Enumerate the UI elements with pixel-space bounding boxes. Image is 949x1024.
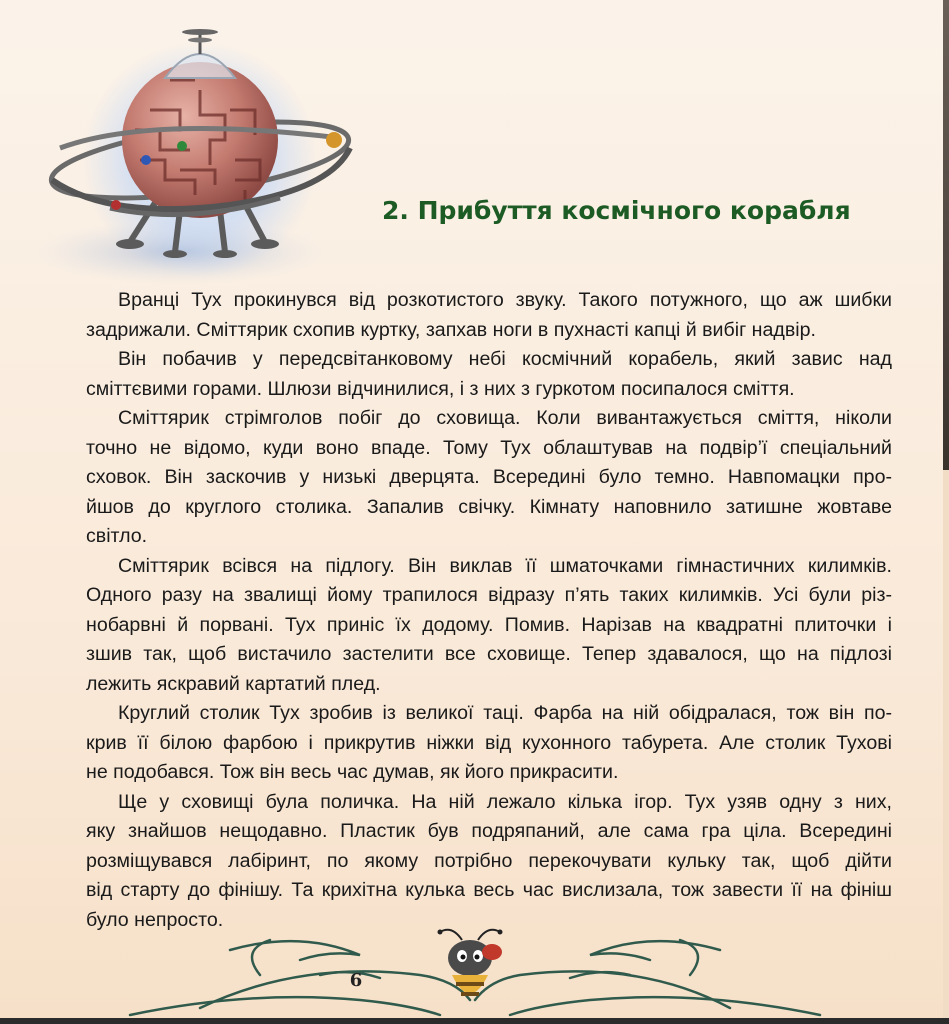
text-line: Сміттярик всівся на підлогу. Він виклав її шматочками гімнастичних килимків. [118, 554, 892, 577]
bottom-bar [0, 1018, 949, 1024]
bee-ornament-icon [0, 920, 949, 1024]
text-line: Вранці Тух прокинувся від розкотистого звуку. Такого потужного, що аж шибки [118, 289, 892, 311]
text-line: від старту до фінішу. Та крихітна кулька весь час вислизала, тож завести її на фініш [86, 879, 892, 901]
text-line: нобарвні й порвані. Тух приніс їх додому. Помив. Нарізав на квадратні плиточки і [86, 613, 892, 636]
text-line: Ще у сховищі була поличка. На ній лежало кілька ігор. Тух узяв одну з них, [118, 790, 892, 813]
text-line: лежить яскравий картатий плед. [86, 672, 381, 695]
text-line: Одного разу на звалищі йому трапилося відразу п’ять таких килимків. Усі були різ- [86, 584, 892, 606]
text-line: світло. [86, 525, 148, 547]
text-line: Круглий столик Тух зробив із великої таці. Фарба на ній обідралася, тож він по- [118, 702, 892, 724]
body-text [86, 286, 892, 935]
text-line: йшов до круглого столика. Запалив свічку. Кімнату наповнило затишне жовтаве [86, 495, 892, 518]
text-line: розміщувався лабіринт, по якому потрібно перекочувати кульку так, щоб дійти [86, 849, 892, 872]
chapter-title: 2. Прибуття космічного корабля [382, 196, 851, 225]
text-line: Сміттярик стрімголов побіг до сховища. Коли вивантажується сміття, ніколи [118, 407, 892, 429]
maze-sphere-spaceship-icon [30, 20, 360, 290]
text-line: яку знайшов нещодавно. Пластик був подряпаний, але сама гра ціла. Всередині [86, 820, 892, 842]
text-line: зшив так, щоб вистачило застелити все сховище. Тепер здавалося, що на підлозі [86, 643, 892, 665]
text-line: Він побачив у передсвітанковому небі космічний корабель, який завис над [118, 348, 892, 370]
page-number: 6 [349, 970, 363, 991]
text-line: задрижали. Сміттярик схопив куртку, запхав ноги в пухнасті капці й вибіг надвір. [86, 318, 816, 341]
text-line: точно не відомо, куди воно впаде. Тому Тух облаштував на подвір’ї спеціальний [86, 436, 892, 459]
text-line: не подобався. Тож він весь час думав, як його прикрасити. [86, 761, 619, 783]
text-line: сміттєвими горами. Шлюзи відчинилися, і з них з гуркотом посипалося сміття. [86, 377, 795, 400]
text-line: сховок. Він заскочив у низькі дверцята. Всередині було темно. Навпомацки про- [86, 466, 892, 488]
text-line: було непросто. [86, 908, 224, 931]
page-edge-shadow [943, 0, 949, 470]
text-line: крив її білою фарбою і прикрутив ніжки від кухонного табурета. Але столик Тухові [86, 731, 892, 754]
